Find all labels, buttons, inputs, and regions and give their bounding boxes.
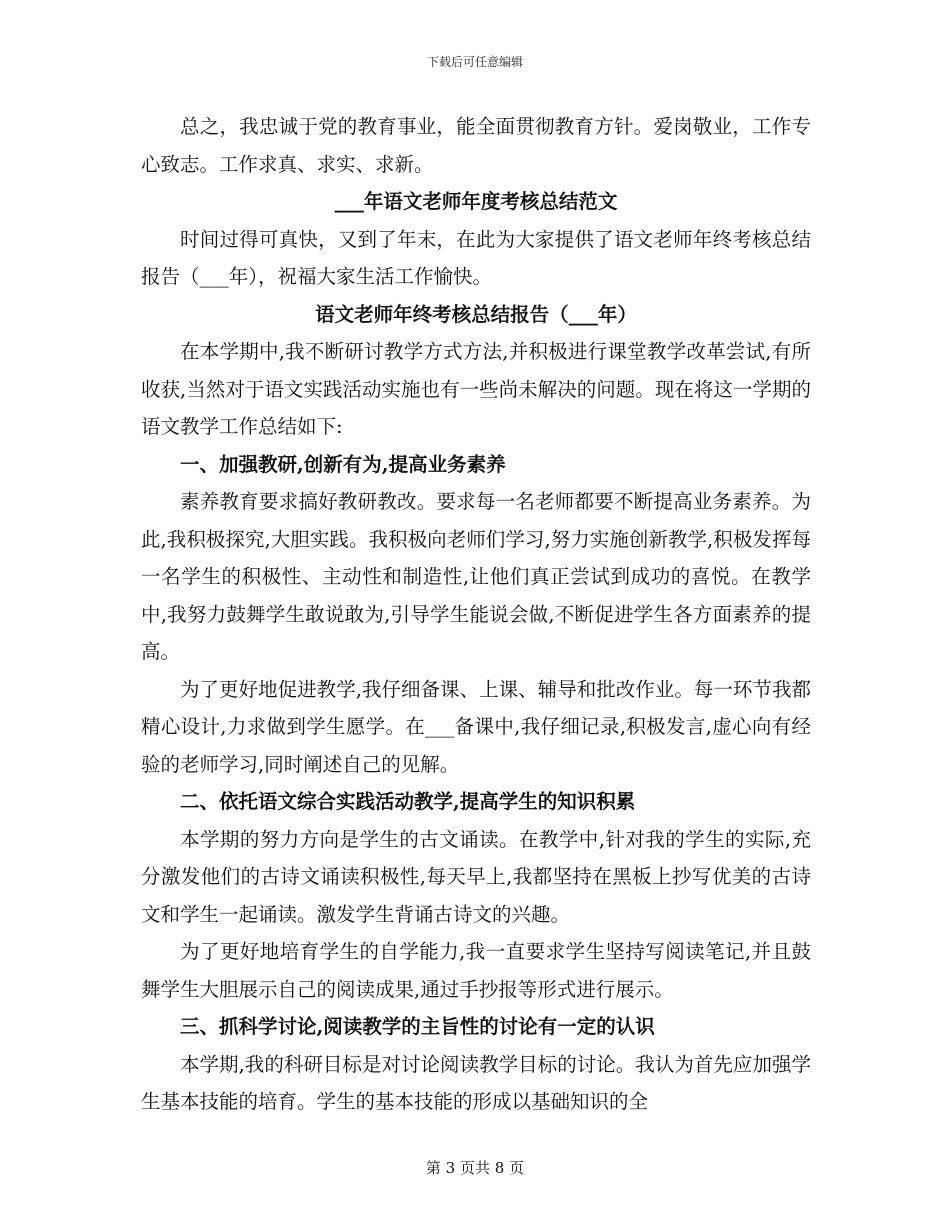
- document-body: [141, 108, 811, 1121]
- report-title: 语文老师年终考核总结报告（___年）: [315, 302, 637, 326]
- paragraph: 为了更好地培育学生的自学能力,我一直要求学生坚持写阅读笔记,并且鼓舞学生大胆展示自己的阅读成果,通过手抄报等形式进行展示。: [141, 940, 811, 1001]
- section-heading: 三、抓科学讨论,阅读教学的主旨性的讨论有一定的认识: [180, 1015, 655, 1038]
- paragraph: 总之，我忠诚于党的教育事业，能全面贯彻教育方针。爱岗敬业，工作专心致志。工作求真、求实、求新。: [141, 115, 811, 176]
- paragraph: 素养教育要求搞好教研教改。要求每一名老师都要不断提高业务素养。为此,我积极探究,大胆实践。我积极向老师们学习,努力实施创新教学,积极发挥每一名学生的积极性、主动性和制造性,让他们真正尝试到成功的喜悦。在教学中,我努力鼓舞学生敢说敢为,引导学生能说会做,不断促进学生各方面素养的提高。: [141, 490, 811, 663]
- paragraph: 本学期的努力方向是学生的古文诵读。在教学中,针对我的学生的实际,充分激发他们的古诗文诵读积极性,每天早上,我都坚持在黑板上抄写优美的古诗文和学生一起诵读。激发学生背诵古诗文的兴趣。: [141, 827, 811, 926]
- paragraph: 为了更好地促进教学,我仔细备课、上课、辅导和批改作业。每一环节我都精心设计,力求做到学生愿学。在___备课中,我仔细记录,积极发言,虚心向有经验的老师学习,同时阐述自己的见解。: [141, 677, 811, 776]
- page-footer: 第 3 页共 8 页: [425, 1159, 525, 1177]
- page-header: 下载后可任意编辑: [426, 55, 523, 69]
- paragraph: 本学期,我的科研目标是对讨论阅读教学目标的讨论。我认为首先应加强学生基本技能的培育。学生的基本技能的形成以基础知识的全: [141, 1052, 811, 1113]
- section-heading: 二、依托语文综合实践活动教学,提高学生的知识积累: [180, 790, 636, 813]
- paragraph: 在本学期中,我不断研讨教学方式方法,并积极进行课堂教学改革尝试,有所收获,当然对于语文实践活动实施也有一些尚未解决的问题。现在将这一学期的语文教学工作总结如下:: [141, 340, 811, 438]
- article-title: ___年语文老师年度考核总结范文: [334, 190, 618, 213]
- section-heading: 一、加强教研,创新有为,提高业务素养: [180, 452, 506, 476]
- paragraph: 时间过得可真快，又到了年末，在此为大家提供了语文老师年终考核总结报告（___年），祝福大家生活工作愉快。: [141, 227, 811, 288]
